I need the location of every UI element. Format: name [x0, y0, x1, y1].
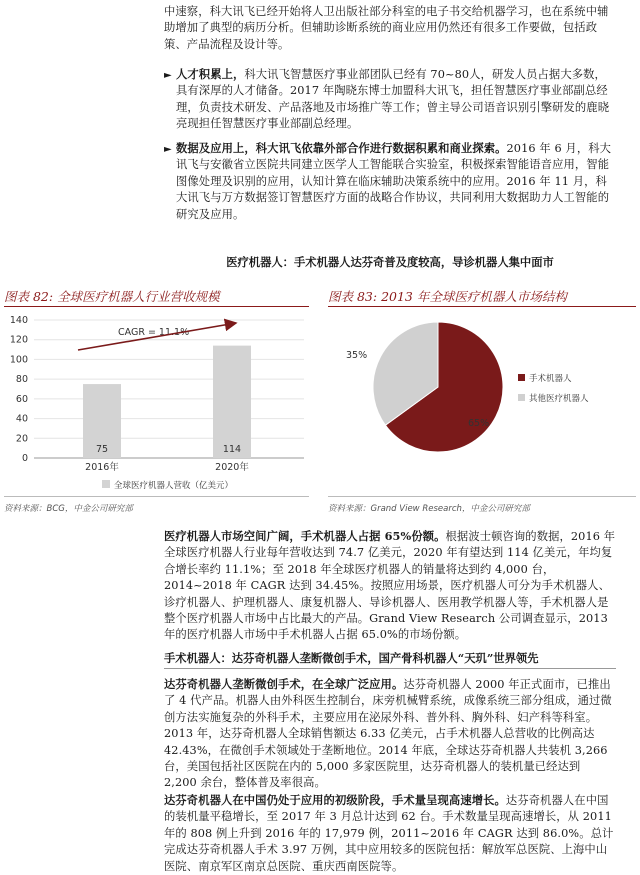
y-tick-label: 120: [9, 334, 28, 346]
bar-legend-label: 全球医疗机器人营收（亿美元）: [114, 481, 234, 491]
y-tick-label: 100: [9, 354, 28, 366]
pie-legend-surgical: 手术机器人: [529, 374, 572, 384]
legend-swatch-other: [518, 394, 525, 401]
x-tick-label: 2016年: [85, 462, 119, 473]
bullet-marker: ►: [164, 144, 172, 155]
figure-83-title: 图表 83: 2013 年全球医疗机器人市场结构: [328, 289, 567, 304]
y-tick-label: 60: [15, 393, 28, 405]
cagr-annotation: CAGR = 11.1%: [118, 327, 190, 338]
davinci-china-paragraph: 达芬奇机器人在中国仍处于应用的初级阶段，手术量呈现高速增长。达芬奇机器人在中国的装机量平稳增长，至 2017 年 3 月总计达到 62 台。手术数量呈现高速增长，从 2011 年的 808 例上升到 2016 年的 17,979 例，2011~2016 年 CAGR 达到 86.0%。总计完成达芬奇机器人手术 3.97 万例，其中应用较多的医院包括：解放军总医院、上海中山医院、南京军区南京总医院、重庆西南医院等。: [164, 793, 614, 873]
figure-83-source: 资料来源：Grand View Research，中金公司研究部: [328, 504, 530, 514]
y-tick-label: 20: [15, 433, 28, 445]
y-tick-label: 140: [9, 315, 28, 326]
subsection-heading: 手术机器人：达芬奇机器人垄断微创手术，国产骨科机器人“天玑”世界领先: [164, 651, 539, 665]
legend-swatch-surgical: [518, 374, 525, 381]
bar-value-label: 75: [95, 444, 109, 455]
figure-82-rule: [4, 306, 309, 307]
section-heading: 医疗机器人：手术机器人达芬奇普及度较高，导诊机器人集中面市: [226, 255, 554, 269]
pie-label-surgical: 65%: [468, 418, 490, 429]
davinci-paragraph: 达芬奇机器人垄断微创手术，在全球广泛应用。达芬奇机器人 2000 年正式面市，已推出了 4 代产品。机器人由外科医生控制台，床旁机械臂系统，成像系统三部分组成，通过微创方法实施复杂的外科手术，主要应用在泌尿外科、普外科、胸外科、妇产科等科室。2013 年，达芬奇机器人全球销售额达 6.33 亿美元，占手术机器人总营收的比例高达 42.43%，在微创手术领域处于垄断地位。2014 年底，全球达芬奇机器人共装机 3,266 台，美国包括社区医院在内的 5,000 多家医院里，达芬奇机器人的装机量已经达到 2,200 余台，整体普及率很高。: [164, 677, 612, 790]
figure-82-title: 图表 82: 全球医疗机器人行业营收规模: [4, 289, 220, 304]
bullet-marker: ►: [164, 70, 172, 81]
figure-83-rule: [328, 306, 636, 307]
legend-swatch: [102, 480, 110, 488]
market-paragraph: 医疗机器人市场空间广阔，手术机器人占据 65%份额。根据波士顿咨询的数据，2016 年全球医疗机器人行业每年营收达到 74.7 亿美元，2020 年有望达到 114 亿美元，年均复合增长率约 11.1%；至 2018 年全球医疗机器人的销量将达到约 4,000 台，2014~2018 年 CAGR 达到 34.45%。按照应用场景，医疗机器人可分为手术机器人、诊疗机器人、护理机器人、康复机器人、导诊机器人、医用教学机器人等，手术机器人是整个医疗机器人市场中占比最大的产品。Grand View Research 公司调查显示，2013 年的医疗机器人市场中手术机器人占据 65.0%的市场份额。: [164, 529, 616, 642]
figure-82-source: 资料来源：BCG，中金公司研究部: [4, 504, 133, 514]
bar-value-label: 114: [222, 444, 242, 455]
figure-82-bottom-rule: [4, 496, 309, 497]
y-tick-label: 40: [15, 413, 28, 425]
pie-label-other: 35%: [346, 350, 368, 361]
bullet-talent: 人才积累上，科大讯飞智慧医疗事业部团队已经有 70~80人，研发人员占据大多数，具有深厚的人才储备。2017 年陶晓东博士加盟科大讯飞，担任智慧医疗事业部副总经理，负责技术研发、产品落地及市场推广等工作；曾主导公司语音识别引擎研发的鹿晓亮现担任智慧医疗事业部副总经理。: [176, 67, 610, 131]
bullet-data-application: 数据及应用上，科大讯飞依靠外部合作进行数据积累和商业探索。2016 年 6 月，科大讯飞与安徽省立医院共同建立医学人工智能联合实验室，积极探索智能语音应用，智能图像处理及识别的应用，认知计算在临床辅助决策系统中的应用。2016 年 11 月，科大讯飞与万方数据签订智慧医疗方面的战略合作协议，共同利用大数据助力人工智能的研究及应用。: [176, 141, 612, 221]
bar-chart: [0, 308, 312, 494]
pie-legend-other: 其他医疗机器人: [529, 394, 589, 404]
y-tick-label: 80: [15, 374, 28, 386]
top-paragraph: 中速察，科大讯飞已经开始将人卫出版社部分科室的电子书交给机器学习，也在系统中辅助增加了典型的病历分析。但辅助诊断系统的商业应用仍然还有很多工作要做，包括政策、产品流程及设计等。: [164, 5, 609, 51]
figure-83-bottom-rule: [328, 496, 636, 497]
y-tick-label: 0: [21, 453, 28, 464]
subsection-rule: [164, 668, 616, 669]
bar: [213, 346, 251, 458]
pie-chart: [326, 308, 638, 494]
x-tick-label: 2020年: [215, 462, 249, 473]
